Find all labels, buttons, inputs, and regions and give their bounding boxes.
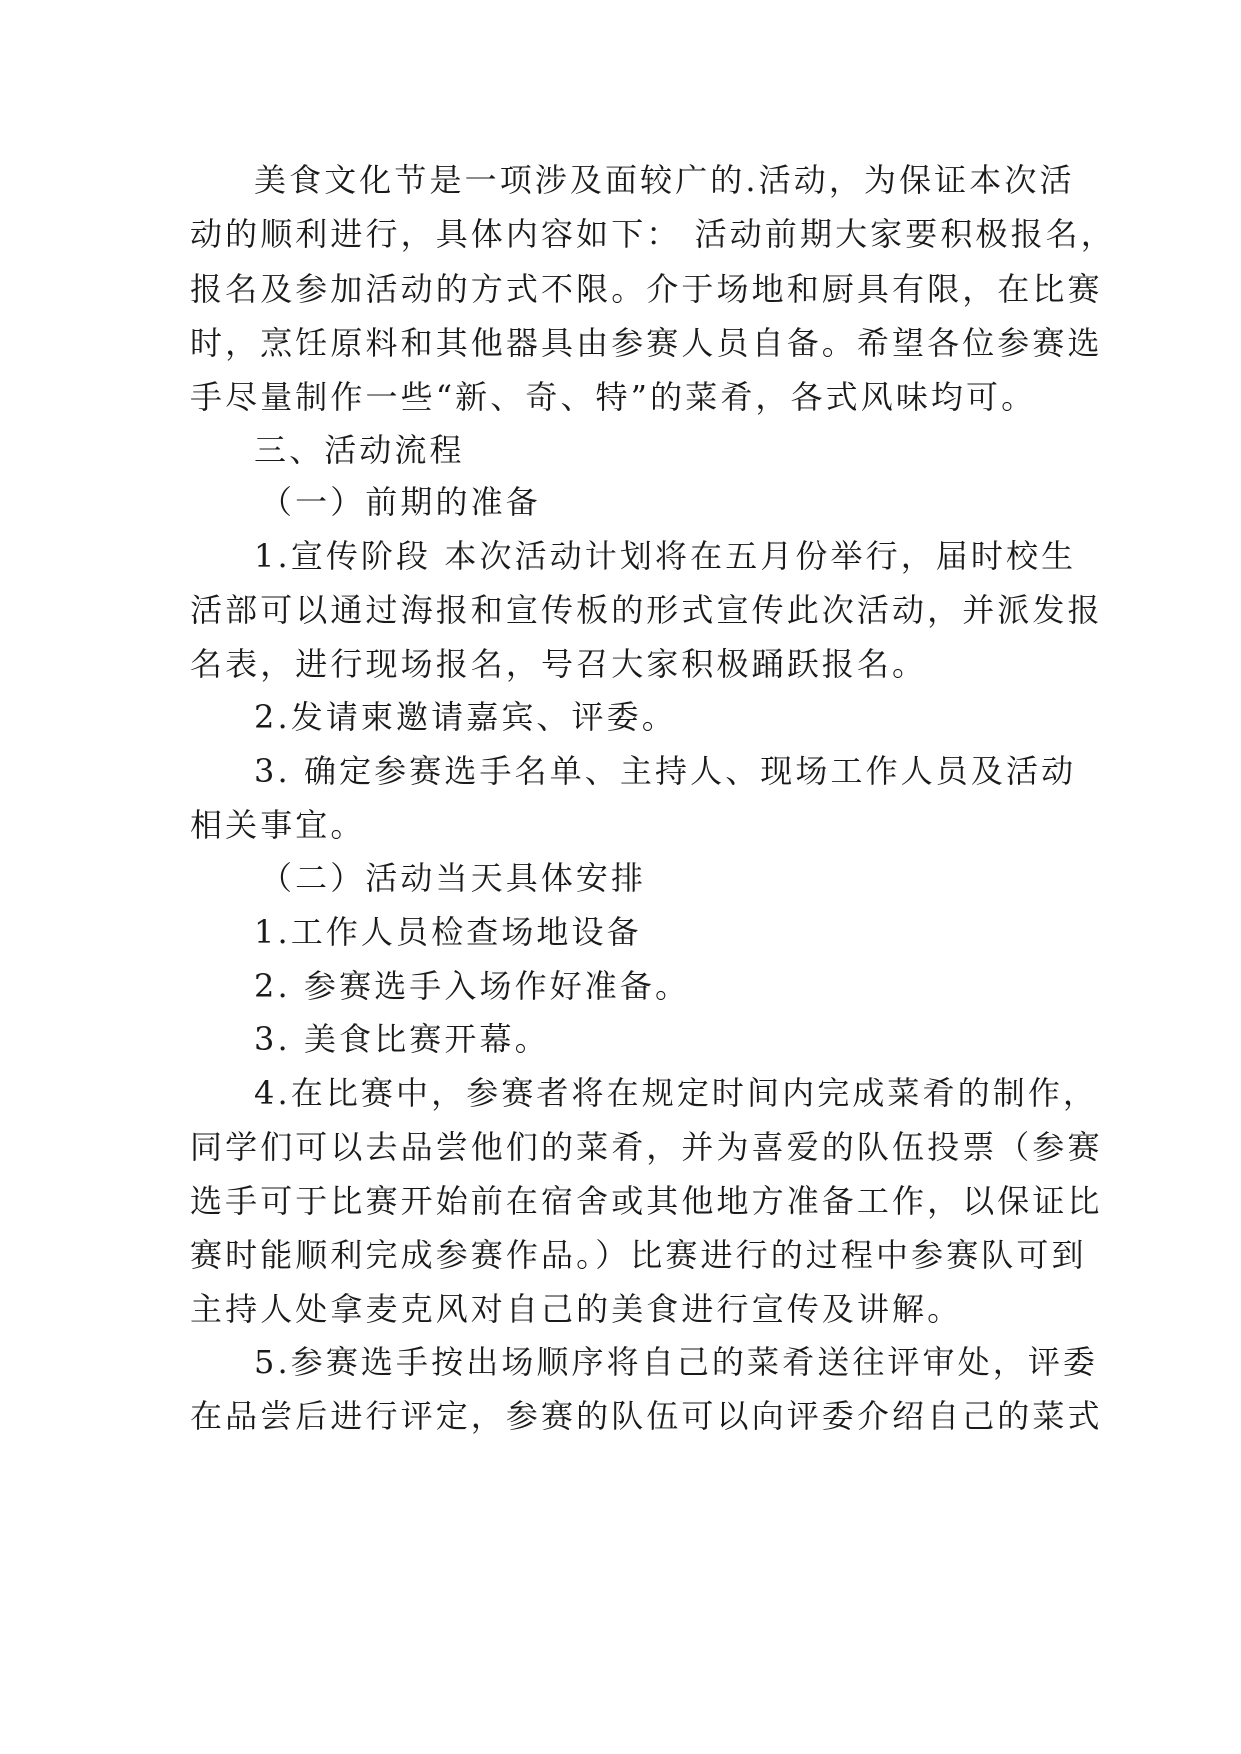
list-item-line: 2. 参赛选手入场作好准备。 (254, 967, 691, 1005)
paragraph-line: 活部可以通过海报和宣传板的形式宣传此次活动，并派发报 (190, 591, 1103, 629)
paragraph-line: 时，烹饪原料和其他器具由参赛人员自备。希望各位参赛选 (190, 324, 1103, 362)
subsection-heading: （二）活动当天具体安排 (260, 859, 647, 897)
paragraph-line: 同学们可以去品尝他们的菜肴，并为喜爱的队伍投票（参赛 (190, 1128, 1103, 1166)
paragraph-line: 在品尝后进行评定，参赛的队伍可以向评委介绍自己的菜式 (190, 1397, 1103, 1435)
paragraph-line: 主持人处拿麦克风对自己的美食进行宣传及讲解。 (190, 1290, 963, 1328)
list-item-line: 5.参赛选手按出场顺序将自己的菜肴送往评审处，评委 (254, 1343, 1099, 1381)
section-heading: 三、活动流程 (254, 431, 465, 469)
paragraph-line: 名表，进行现场报名，号召大家积极踊跃报名。 (190, 645, 928, 683)
paragraph-line: 赛时能顺利完成参赛作品。）比赛进行的过程中参赛队可到 (190, 1236, 1087, 1274)
list-item-line: 2.发请柬邀请嘉宾、评委。 (254, 698, 677, 736)
paragraph-line: 报名及参加活动的方式不限。介于场地和厨具有限，在比赛 (190, 270, 1103, 308)
subsection-heading: （一）前期的准备 (260, 483, 541, 521)
paragraph-line: 选手可于比赛开始前在宿舍或其他地方准备工作，以保证比 (190, 1182, 1103, 1220)
list-item-line: 1.宣传阶段 本次活动计划将在五月份举行，届时校生 (254, 537, 1077, 575)
list-item-line: 3. 确定参赛选手名单、主持人、现场工作人员及活动 (254, 752, 1077, 790)
paragraph-line: 手尽量制作一些“新、奇、特”的菜肴，各式风味均可。 (190, 378, 1037, 416)
paragraph-line: 美食文化节是一项涉及面较广的.活动，为保证本次活 (254, 161, 1075, 199)
paragraph-line: 动的顺利进行，具体内容如下： 活动前期大家要积极报名， (190, 215, 1116, 253)
list-item-line: 3. 美食比赛开幕。 (254, 1020, 550, 1058)
list-item-line: 1.工作人员检查场地设备 (254, 913, 642, 951)
list-item-line: 4.在比赛中，参赛者将在规定时间内完成菜肴的制作， (254, 1074, 1099, 1112)
paragraph-line: 相关事宜。 (190, 806, 366, 844)
